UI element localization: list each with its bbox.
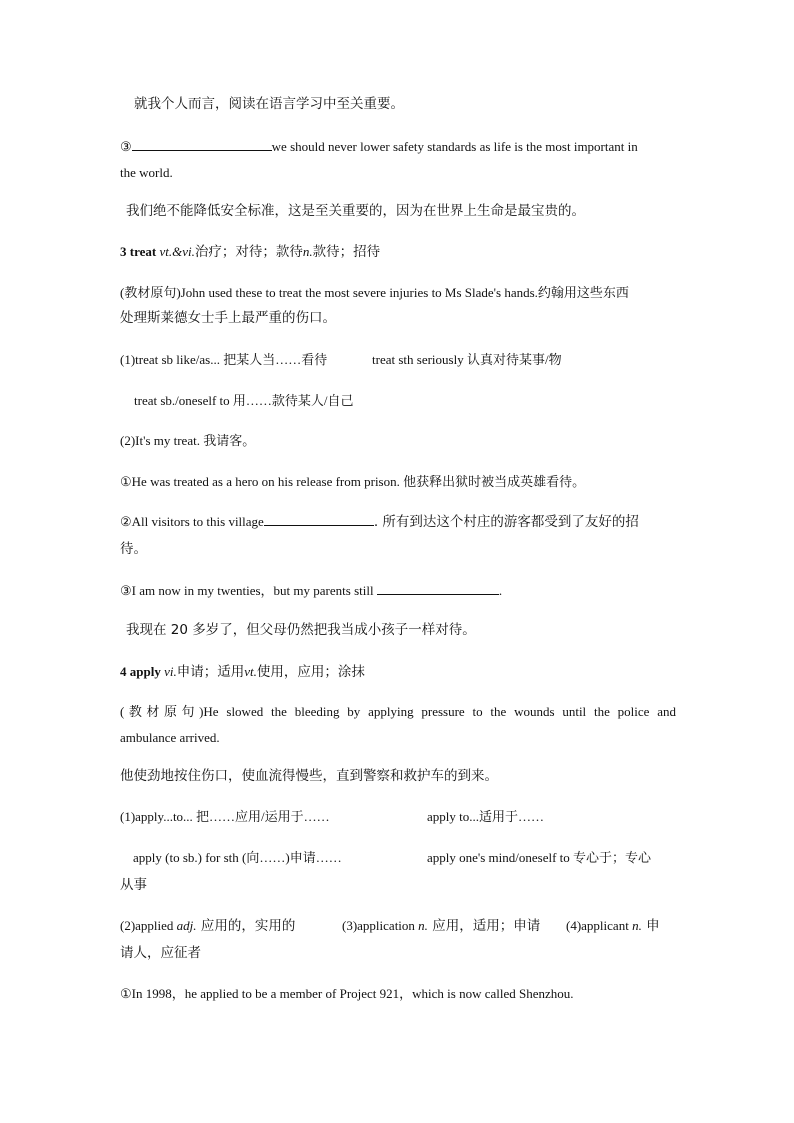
- usage-phrase: apply one's mind/oneself to 专心于；专心: [427, 850, 652, 865]
- usage-phrase: treat sth seriously 认真对待某事/物: [372, 352, 562, 367]
- example-sentence: ①In 1998，he applied to be a member of Project 921，which is now called Shenzhou.: [120, 986, 574, 1001]
- usage-phrase: treat sb./oneself to 用……款待某人/自己: [134, 393, 354, 408]
- usage-continuation: 从事: [120, 877, 147, 893]
- derivative-word: (4)applicant: [566, 918, 629, 933]
- definition: 治疗；对待；款待: [194, 244, 303, 260]
- usage-line: [120, 346, 676, 373]
- usage-phrase: apply (to sb.) for sth (向……)申请……: [133, 850, 342, 865]
- definition: 应用的，实用的: [196, 918, 296, 934]
- translation-text: 我现在 20 多岁了，但父母仍然把我当成小孩子一样对待。: [126, 622, 476, 638]
- exercise-text: .: [498, 583, 503, 598]
- usage-phrase: (1)treat sb like/as... 把某人当……看待: [120, 352, 328, 367]
- exercise-line: [120, 508, 676, 536]
- exercise-text: ②All visitors to this village: [120, 514, 264, 529]
- part-of-speech: vi.: [164, 664, 177, 679]
- part-of-speech: n.: [418, 918, 428, 933]
- textbook-quote: (教材原句)John used these to treat the most severe injuries to Ms Slade's hands.约翰用这些东西: [120, 285, 629, 300]
- usage-phrase: (1)apply...to... 把……应用/运用于……: [120, 809, 330, 824]
- textbook-quote-translation: 他使劲地按住伤口，使血流得慢些，直到警察和救护车的到来。: [120, 768, 498, 784]
- exercise-continuation: the world.: [120, 165, 173, 180]
- part-of-speech: vt.: [244, 664, 257, 679]
- textbook-quote: (教材原句)He slowed the bleeding by applying pressure to the wounds until the police and: [120, 704, 676, 719]
- part-of-speech: n.: [632, 918, 642, 933]
- definition: 使用，应用；涂抹: [256, 664, 365, 680]
- exercise-text: we should never lower safety standards as life is the most important in: [271, 139, 638, 154]
- definition: 应用，适用；申请: [427, 918, 541, 934]
- usage-phrase: (2)It's my treat. 我请客。: [120, 433, 256, 448]
- exercise-text: . 所有到达这个村庄的游客都受到了友好的招: [373, 514, 639, 530]
- answer-blank[interactable]: [264, 511, 374, 526]
- derivatives-continuation: 请人，应征者: [120, 945, 201, 961]
- section-heading: [120, 658, 676, 686]
- part-of-speech: vt.&vi.: [159, 244, 195, 259]
- exercise-text: ③I am now in my twenties，but my parents still: [120, 583, 374, 598]
- exercise-line: [120, 577, 676, 604]
- usage-phrase: apply to...适用于……: [427, 809, 544, 824]
- usage-line: [120, 803, 676, 830]
- example-sentence: ①He was treated as a hero on his release from prison. 他获释出狱时被当成英雄看待。: [120, 474, 586, 489]
- headword: 3 treat: [120, 244, 157, 259]
- exercise-continuation: 待。: [120, 541, 147, 557]
- definition: 申: [641, 918, 660, 934]
- part-of-speech: adj.: [176, 918, 197, 933]
- exercise-line: [120, 133, 676, 160]
- translation-text: 就我个人而言，阅读在语言学习中至关重要。: [134, 96, 404, 112]
- section-heading: [120, 238, 676, 266]
- derivatives-line: [120, 912, 676, 940]
- textbook-quote-continuation: ambulance arrived.: [120, 730, 220, 745]
- textbook-quote-translation: 处理斯莱德女士手上最严重的伤口。: [120, 310, 336, 326]
- definition: 申请；适用: [176, 664, 245, 680]
- translation-text: 我们绝不能降低安全标准，这是至关重要的，因为在世界上生命是最宝贵的。: [126, 203, 585, 219]
- part-of-speech: n.: [302, 244, 313, 259]
- derivative-word: (2)applied: [120, 918, 174, 933]
- headword: 4 apply: [120, 664, 161, 679]
- answer-blank[interactable]: [377, 580, 499, 595]
- derivative-word: (3)application: [342, 918, 415, 933]
- item-number: ③: [120, 139, 132, 154]
- definition: 款待；招待: [312, 244, 381, 260]
- answer-blank[interactable]: [132, 136, 272, 151]
